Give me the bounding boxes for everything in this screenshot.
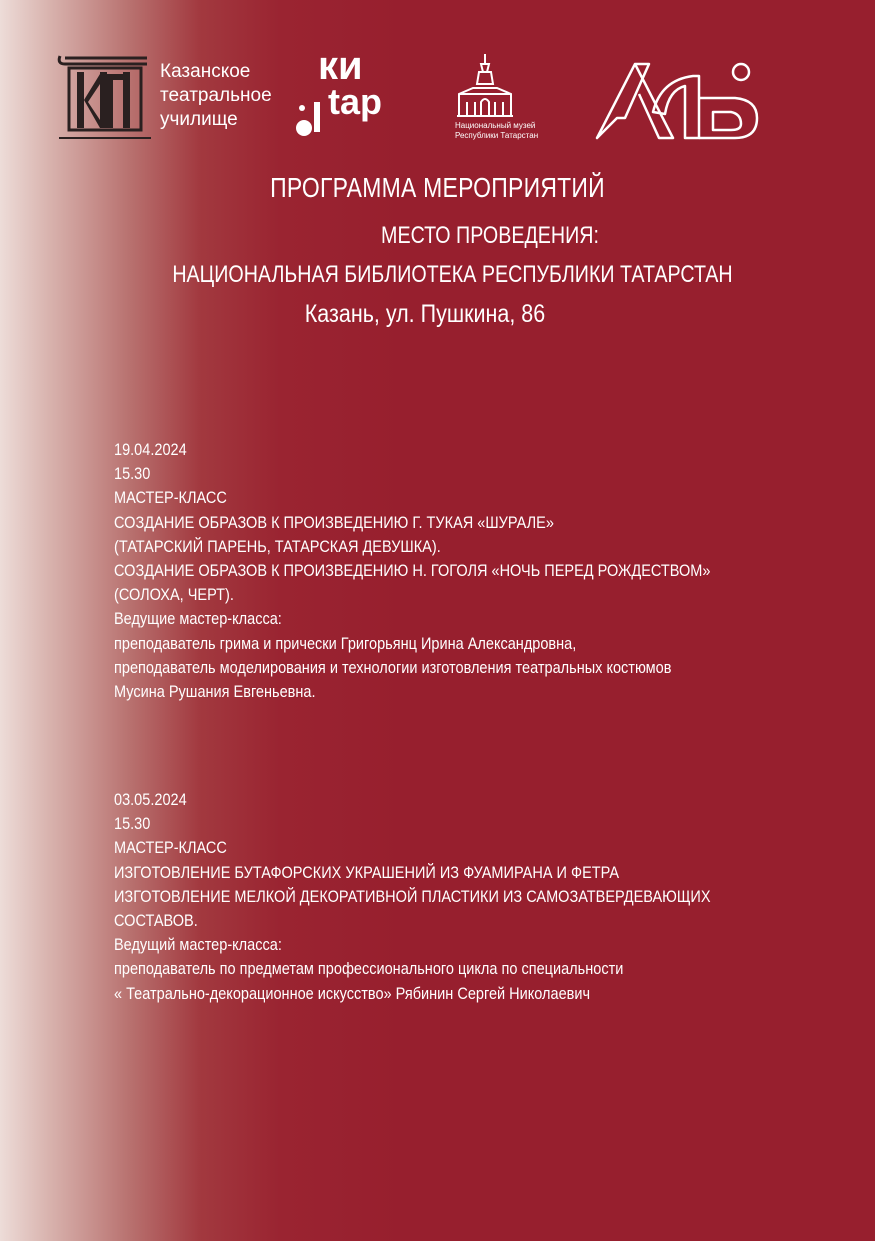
event-date: 19.04.2024 xyxy=(114,441,187,459)
library-monogram-icon xyxy=(595,58,765,142)
kitap-text-bottom: tap xyxy=(328,81,382,122)
ktu-name xyxy=(160,60,272,132)
event-hosts-label: Ведущие мастер-класса: xyxy=(114,610,282,629)
kitap-arabic-mark-icon xyxy=(292,98,332,138)
event-type: МАСТЕР-КЛАСС xyxy=(114,839,227,858)
event-host-line: Мусина Рушания Евгеньевна. xyxy=(114,683,316,702)
event-description-line: (СОЛОХА, ЧЕРТ). xyxy=(114,586,234,605)
page-title: ПРОГРАММА МЕРОПРИЯТИЙ xyxy=(270,172,605,203)
event-date: 03.05.2024 xyxy=(114,791,187,809)
kitap-logo-icon xyxy=(292,44,392,138)
museum-name-line: Национальный музей xyxy=(455,121,536,130)
museum-name xyxy=(455,121,575,141)
event-host-line: преподаватель по предметам профессионального цикла по специальности xyxy=(114,960,624,979)
venue-address: Казань, ул. Пушкина, 86 xyxy=(304,300,546,328)
event-host-line: « Театрально-декорационное искусство» Рябинин Сергей Николаевич xyxy=(114,984,591,1003)
venue-label: МЕСТО ПРОВЕДЕНИЯ: xyxy=(381,222,599,249)
event-type: МАСТЕР-КЛАСС xyxy=(114,489,227,508)
logo-row xyxy=(0,40,875,150)
event-time: 15.30 xyxy=(114,465,151,484)
ktu-name-line: училище xyxy=(160,109,238,130)
museum-building-icon xyxy=(455,50,575,120)
event-description-line: (ТАТАРСКИЙ ПАРЕНЬ, ТАТАРСКАЯ ДЕВУШКА). xyxy=(114,537,441,556)
kitap-text-top: ки xyxy=(318,44,363,88)
museum-name-line: Республики Татарстан xyxy=(455,131,539,140)
event-host-line: преподаватель грима и прически Григорьянц Ирина Александровна, xyxy=(114,634,577,653)
event-description-line: СОСТАВОВ. xyxy=(114,912,198,931)
event-description-line: ИЗГОТОВЛЕНИЕ МЕЛКОЙ ДЕКОРАТИВНОЙ ПЛАСТИКИ ИЗ САМОЗАТВЕРДЕВАЮЩИХ xyxy=(114,887,711,906)
venue-name: НАЦИОНАЛЬНАЯ БИБЛИОТЕКА РЕСПУБЛИКИ ТАТАРСТАН xyxy=(172,261,733,288)
event-host-line: преподаватель моделирования и технологии изготовления театральных костюмов xyxy=(114,658,672,677)
event-block xyxy=(114,788,814,1006)
event-hosts-label: Ведущий мастер-класса: xyxy=(114,936,282,955)
museum-logo xyxy=(455,50,575,145)
ktu-name-line: Казанское xyxy=(160,61,251,82)
ktu-name-line: театральное xyxy=(160,85,272,106)
event-description-line: СОЗДАНИЕ ОБРАЗОВ К ПРОИЗВЕДЕНИЮ Н. ГОГОЛЯ «НОЧЬ ПЕРЕД РОЖДЕСТВОМ» xyxy=(114,562,711,581)
event-description-line: ИЗГОТОВЛЕНИЕ БУТАФОРСКИХ УКРАШЕНИЙ ИЗ ФУАМИРАНА И ФЕТРА xyxy=(114,863,620,882)
event-description-line: СОЗДАНИЕ ОБРАЗОВ К ПРОИЗВЕДЕНИЮ Г. ТУКАЯ «ШУРАЛЕ» xyxy=(114,513,554,532)
ktu-monogram-icon xyxy=(55,50,155,142)
event-time: 15.30 xyxy=(114,815,151,834)
event-block xyxy=(114,438,814,704)
